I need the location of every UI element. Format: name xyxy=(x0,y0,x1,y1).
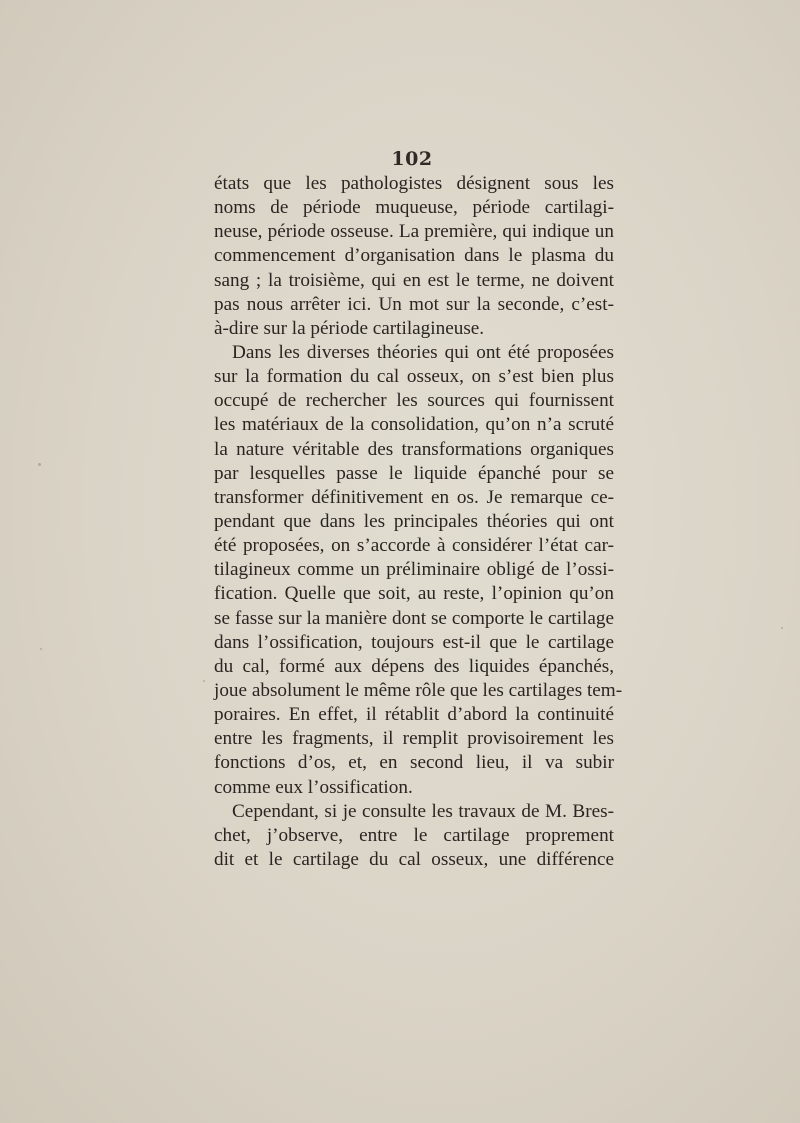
text-line: à-dire sur la période cartilagineuse. xyxy=(214,317,485,339)
body-text xyxy=(214,172,623,872)
text-line: pendant que dans les principales théories qui ont xyxy=(214,510,614,532)
text-line: Dans les diverses théories qui ont été proposées xyxy=(232,341,614,363)
paper-speck xyxy=(38,463,41,466)
text-line: transformer définitivement en os. Je remarque ce- xyxy=(214,486,614,508)
text-line: dans l’ossification, toujours est-il que le cartilage xyxy=(214,631,614,653)
paper-speck xyxy=(203,680,205,682)
text-line: poraires. En effet, il rétablit d’abord la continuité xyxy=(214,704,614,726)
text-line: les matériaux de la consolidation, qu’on n’a scruté xyxy=(214,414,614,436)
text-line: noms de période muqueuse, période cartilagi- xyxy=(214,197,614,219)
text-line: fonctions d’os, et, en second lieu, il va subir xyxy=(214,752,614,774)
text-line: états que les pathologistes désignent sous les xyxy=(214,173,614,194)
text-line: du cal, formé aux dépens des liquides épanchés, xyxy=(214,655,614,677)
text-line: se fasse sur la manière dont se comporte le cartilage xyxy=(214,607,614,629)
paper-speck xyxy=(40,648,42,650)
text-line: sang ; la troisième, qui en est le terme, ne doivent xyxy=(214,269,614,291)
page-number: 102 xyxy=(391,148,433,170)
text-line: la nature véritable des transformations organiques xyxy=(214,438,614,460)
text-line: tilagineux comme un préliminaire obligé de l’ossi- xyxy=(214,559,614,581)
text-line: pas nous arrêter ici. Un mot sur la seconde, c’est- xyxy=(214,293,614,315)
text-line: occupé de rechercher les sources qui fournissent xyxy=(214,390,614,412)
text-line: par lesquelles passe le liquide épanché pour se xyxy=(214,462,614,484)
text-line: commencement d’organisation dans le plasma du xyxy=(214,245,614,267)
text-line: comme eux l’ossification. xyxy=(214,776,413,798)
text-line: entre les fragments, il remplit provisoirement les xyxy=(214,728,614,750)
text-line: joue absolument le même rôle que les cartilages tem- xyxy=(214,679,623,701)
text-line: sur la formation du cal osseux, on s’est bien plus xyxy=(214,366,614,388)
text-line: fication. Quelle que soit, au reste, l’opinion qu’on xyxy=(214,583,614,605)
text-line: été proposées, on s’accorde à considérer l’état car- xyxy=(214,535,614,557)
text-line: Cependant, si je consulte les travaux de M. Bres- xyxy=(232,800,614,822)
text-line: dit et le cartilage du cal osseux, une différence xyxy=(214,848,614,870)
text-line: neuse, période osseuse. La première, qui indique un xyxy=(214,221,614,243)
text-line: chet, j’observe, entre le cartilage proprement xyxy=(214,824,614,846)
paper-speck xyxy=(781,627,783,629)
